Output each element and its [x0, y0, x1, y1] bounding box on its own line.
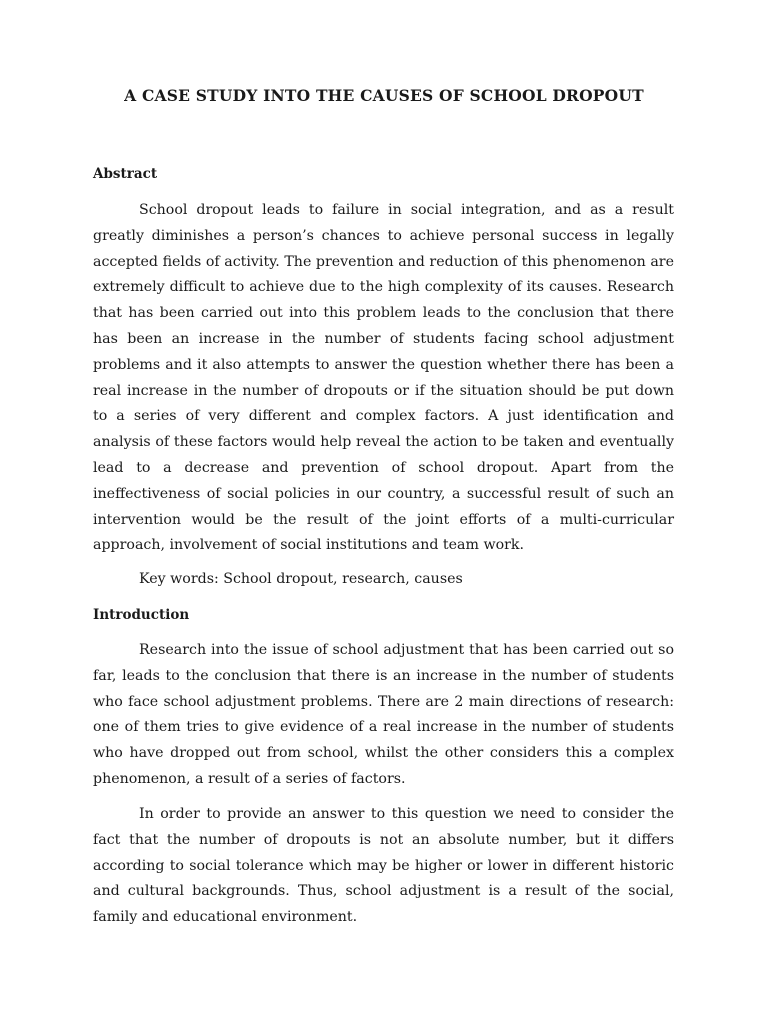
introduction-paragraph-2: In order to provide an answer to this question we need to consider the fact that the number of dropouts is not an absolute number, but it differs according to social tolerance which may be higher or lower in different historic and cultural backgrounds. Thus, school adjustment is a result of the social, family and educational environment.	[93, 806, 674, 926]
paper-title: A CASE STUDY INTO THE CAUSES OF SCHOOL DROPOUT	[124, 86, 644, 105]
introduction-paragraph-1: Research into the issue of school adjustment that has been carried out so far, leads to the conclusion that there is an increase in the number of students who face school adjustment problems. There are 2 main directions of research: one of them tries to give evidence of a real increase in the number of students who have dropped out from school, whilst the other considers this a complex phenomenon, a result of a series of factors.	[93, 642, 674, 787]
abstract-heading: Abstract	[93, 166, 158, 182]
introduction-heading: Introduction	[93, 607, 190, 623]
keywords-line: Key words: School dropout, research, causes	[139, 571, 463, 587]
abstract-paragraph: School dropout leads to failure in social integration, and as a result greatly diminishes a person’s chances to achieve personal success in legally accepted fields of activity. The prevention and reduction of this phenomenon are extremely difficult to achieve due to the high complexity of its causes. Research that has been carried out into this problem leads to the conclusion that there has been an increase in the number of students facing school adjustment problems and it also attempts to answer the question whether there has been a real increase in the number of dropouts or if the situation should be put down to a series of very different and complex factors. A just identification and analysis of these factors would help reveal the action to be taken and eventually lead to a decrease and prevention of school dropout. Apart from the ineffectiveness of social policies in our country, a successful result of such an intervention would be the result of the joint efforts of a multi-curricular approach, involvement of social institutions and team work.	[93, 202, 674, 554]
